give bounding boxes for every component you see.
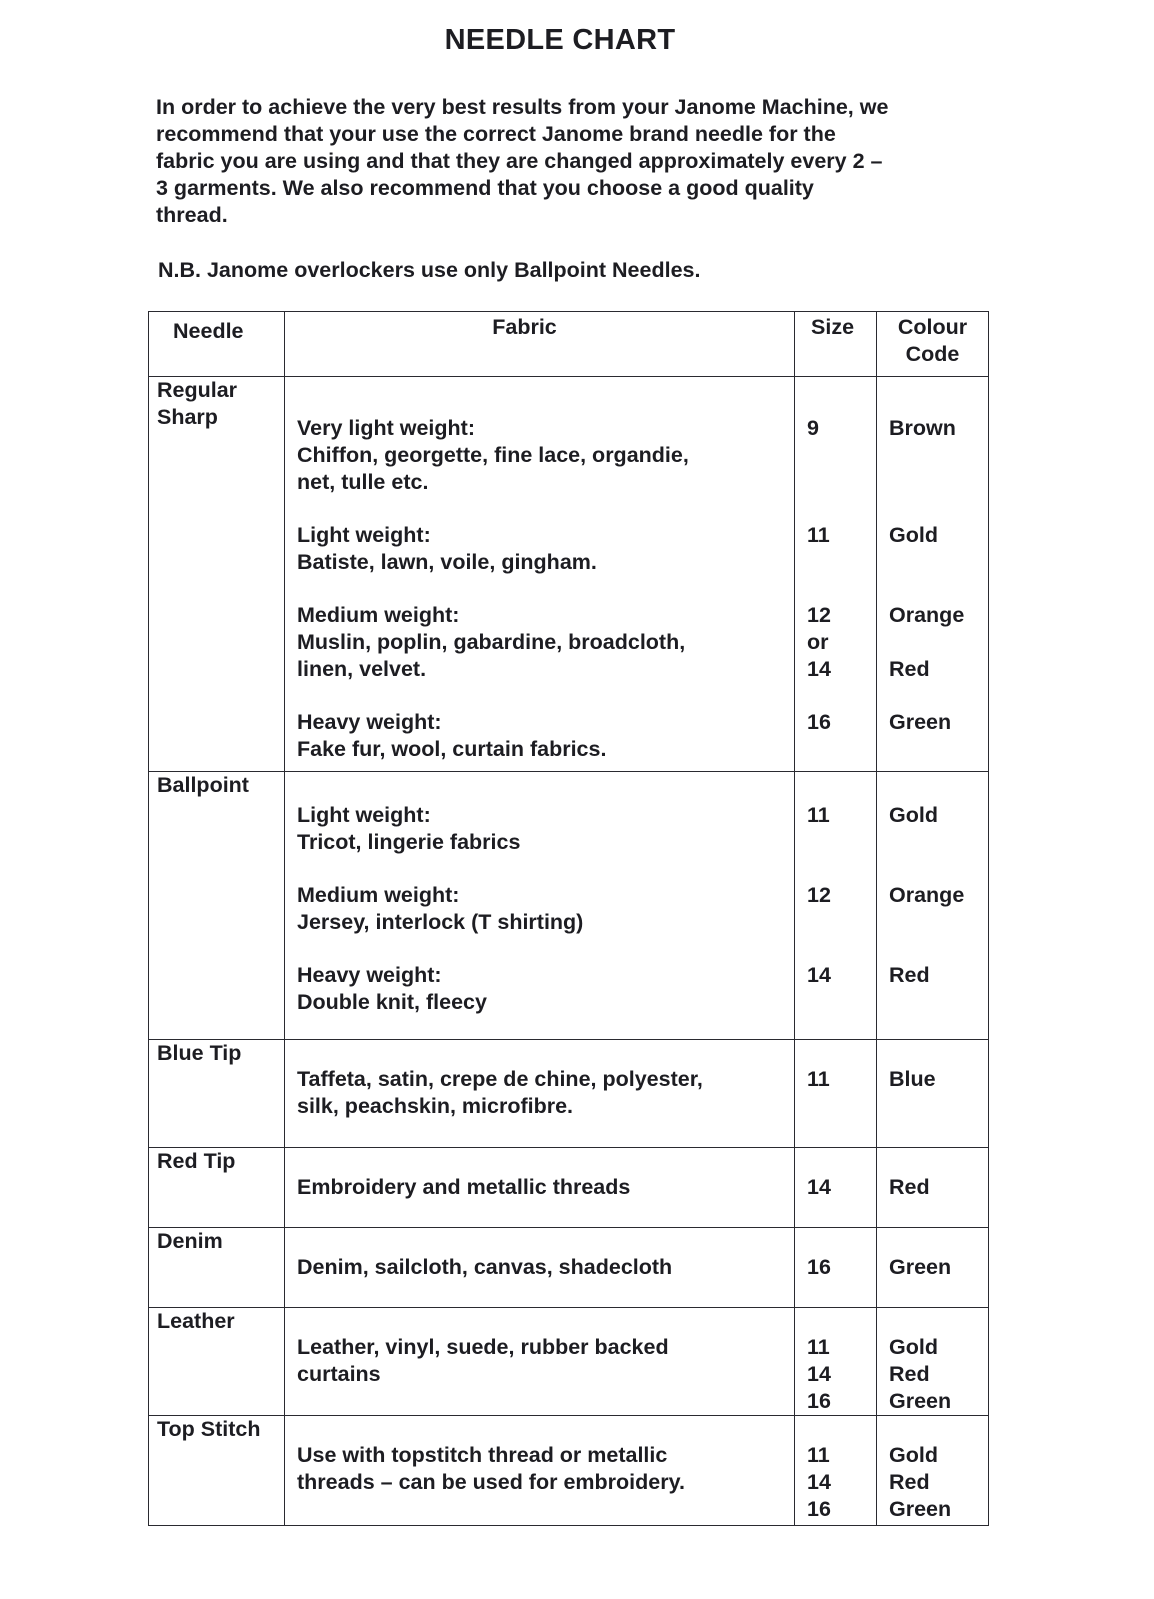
fabric-text-group [297, 962, 784, 1016]
colour-code-group [889, 882, 978, 936]
fabric-text: threads – can be used for embroidery. [297, 1470, 685, 1494]
needle-size-group [807, 415, 866, 496]
table-row [149, 1308, 989, 1416]
fabric-text: silk, peachskin, microfibre. [297, 1094, 574, 1118]
fabric-text: Heavy weight: [297, 710, 442, 734]
fabric-text-group [297, 415, 784, 496]
colour-code-cell [877, 1148, 989, 1228]
fabric-text: Denim, sailcloth, canvas, shadecloth [297, 1255, 673, 1279]
needle-name: Red Tip [157, 1149, 236, 1173]
intro-line: thread. [156, 203, 228, 227]
fabric-text-group [297, 1334, 784, 1415]
fabric-cell [285, 1148, 795, 1228]
needle-size [807, 549, 866, 576]
intro-line: 3 garments. We also recommend that you choose a good quality [156, 176, 814, 200]
needle-name: Ballpoint [157, 773, 249, 797]
header-colour-code [877, 312, 989, 377]
fabric-text: Use with topstitch thread or metallic [297, 1443, 668, 1467]
fabric-text: Embroidery and metallic threads [297, 1175, 631, 1199]
table-row [149, 1228, 989, 1308]
needle-size: 11 [807, 1443, 830, 1467]
fabric-text-group [297, 1174, 784, 1201]
needle-name: Leather [157, 1309, 235, 1333]
needle-size: 11 [807, 1335, 830, 1359]
fabric-text: Fake fur, wool, curtain fabrics. [297, 737, 607, 761]
intro-line: In order to achieve the very best results from your Janome Machine, we [156, 95, 889, 119]
colour-code-cell [877, 1416, 989, 1526]
colour-code: Green [889, 1497, 952, 1521]
size-cell [795, 1040, 877, 1148]
needle-size: 9 [807, 416, 819, 440]
colour-code [889, 909, 978, 936]
colour-code-group [889, 415, 978, 496]
fabric-text-group [297, 802, 784, 856]
fabric-text: Light weight: [297, 523, 431, 547]
fabric-text: Batiste, lawn, voile, gingham. [297, 550, 597, 574]
needle-size: 14 [807, 657, 831, 681]
colour-code: Green [889, 1255, 952, 1279]
needle-size [807, 469, 866, 496]
needle-size [807, 442, 866, 469]
colour-code-cell [877, 1040, 989, 1148]
intro-paragraph [156, 94, 996, 229]
colour-code [889, 442, 978, 469]
needle-size-group [807, 1066, 866, 1120]
fabric-text: Double knit, fleecy [297, 990, 487, 1014]
fabric-text-group [297, 1254, 784, 1281]
colour-code: Brown [889, 416, 956, 440]
colour-code-group [889, 709, 978, 763]
needle-cell [149, 1416, 285, 1526]
colour-code [889, 629, 978, 656]
fabric-text: Leather, vinyl, suede, rubber backed [297, 1335, 669, 1359]
fabric-cell [285, 1040, 795, 1148]
table-header-row [149, 312, 989, 377]
needle-cell [149, 1148, 285, 1228]
fabric-text-group [297, 709, 784, 763]
overlocker-note: N.B. Janome overlockers use only Ballpoint Needles. [158, 258, 701, 282]
colour-code-group [889, 522, 978, 576]
fabric-text [297, 1496, 784, 1523]
fabric-cell [285, 377, 795, 772]
colour-code-cell [877, 772, 989, 1040]
colour-code: Red [889, 1175, 930, 1199]
header-code-line: Code [905, 342, 960, 366]
needle-size-group [807, 1254, 866, 1281]
fabric-text-group [297, 882, 784, 936]
header-fabric: Fabric [285, 312, 795, 377]
colour-code-group [889, 802, 978, 856]
needle-size: 16 [807, 1389, 831, 1413]
needle-size: 14 [807, 1470, 831, 1494]
table-row [149, 1416, 989, 1526]
fabric-text: Medium weight: [297, 603, 460, 627]
colour-code-group [889, 1174, 978, 1201]
needle-size: 14 [807, 1362, 831, 1386]
page-title: NEEDLE CHART [444, 24, 676, 56]
fabric-text: Taffeta, satin, crepe de chine, polyester, [297, 1067, 703, 1091]
fabric-text [297, 1388, 784, 1415]
needle-size-group [807, 709, 866, 763]
needle-name: Regular [157, 378, 238, 402]
header-size: Size [795, 312, 877, 377]
needle-size-group [807, 882, 866, 936]
colour-code: Gold [889, 523, 938, 547]
size-cell [795, 772, 877, 1040]
fabric-text: Chiffon, georgette, fine lace, organdie, [297, 443, 689, 467]
fabric-text: Tricot, lingerie fabrics [297, 830, 521, 854]
fabric-text: Very light weight: [297, 416, 475, 440]
fabric-text: Heavy weight: [297, 963, 442, 987]
needle-cell [149, 1228, 285, 1308]
fabric-text: Medium weight: [297, 883, 460, 907]
needle-name: Top Stitch [157, 1417, 261, 1441]
fabric-text: curtains [297, 1362, 381, 1386]
colour-code: Gold [889, 803, 938, 827]
fabric-cell [285, 1416, 795, 1526]
fabric-cell [285, 772, 795, 1040]
fabric-text: net, tulle etc. [297, 470, 429, 494]
needle-size-group [807, 1334, 866, 1415]
needle-size: or [807, 630, 829, 654]
size-cell [795, 1148, 877, 1228]
colour-code [889, 989, 978, 1016]
size-cell [795, 1416, 877, 1526]
needle-name: Blue Tip [157, 1041, 242, 1065]
colour-code [889, 1093, 978, 1120]
colour-code: Orange [889, 603, 965, 627]
colour-code-group [889, 1254, 978, 1281]
intro-line: fabric you are using and that they are changed approximately every 2 – [156, 149, 883, 173]
fabric-text-group [297, 1442, 784, 1523]
fabric-cell [285, 1308, 795, 1416]
fabric-text-group [297, 522, 784, 576]
colour-code: Gold [889, 1335, 938, 1359]
colour-code: Red [889, 657, 930, 681]
size-cell [795, 1308, 877, 1416]
needle-size: 16 [807, 1255, 831, 1279]
needle-size-group [807, 962, 866, 1016]
table-row [149, 772, 989, 1040]
needle-size: 14 [807, 1175, 831, 1199]
needle-size [807, 736, 866, 763]
needle-size-group [807, 602, 866, 683]
colour-code: Red [889, 1470, 930, 1494]
fabric-text-group [297, 602, 784, 683]
colour-code [889, 736, 978, 763]
colour-code-cell [877, 1308, 989, 1416]
needle-size: 11 [807, 1067, 830, 1091]
needle-size: 14 [807, 963, 831, 987]
colour-code: Blue [889, 1067, 936, 1091]
header-colour-line: Colour [897, 315, 968, 339]
needle-cell [149, 1040, 285, 1148]
table-row [149, 377, 989, 772]
intro-line: recommend that your use the correct Janome brand needle for the [156, 122, 836, 146]
size-cell [795, 1228, 877, 1308]
colour-code-group [889, 1066, 978, 1120]
needle-cell [149, 1308, 285, 1416]
header-needle: Needle [149, 312, 285, 377]
needle-name: Denim [157, 1229, 223, 1253]
needle-size [807, 829, 866, 856]
needle-size: 16 [807, 1497, 831, 1521]
table-row [149, 1040, 989, 1148]
needle-size-group [807, 1174, 866, 1201]
colour-code: Green [889, 710, 952, 734]
colour-code: Gold [889, 1443, 938, 1467]
needle-size [807, 1093, 866, 1120]
table-row [149, 1148, 989, 1228]
colour-code-cell [877, 1228, 989, 1308]
colour-code-group [889, 602, 978, 683]
needle-size: 12 [807, 603, 831, 627]
fabric-text: Jersey, interlock (T shirting) [297, 910, 584, 934]
colour-code: Orange [889, 883, 965, 907]
size-cell [795, 377, 877, 772]
colour-code [889, 829, 978, 856]
fabric-text-group [297, 1066, 784, 1120]
colour-code: Red [889, 1362, 930, 1386]
colour-code [889, 549, 978, 576]
colour-code [889, 469, 978, 496]
colour-code-group [889, 962, 978, 1016]
needle-size [807, 989, 866, 1016]
needle-size: 16 [807, 710, 831, 734]
colour-code-group [889, 1334, 978, 1415]
needle-size-group [807, 1442, 866, 1523]
needle-cell [149, 377, 285, 772]
colour-code-group [889, 1442, 978, 1523]
fabric-text: Muslin, poplin, gabardine, broadcloth, [297, 630, 686, 654]
fabric-text: linen, velvet. [297, 657, 427, 681]
needle-size [807, 909, 866, 936]
fabric-text: Light weight: [297, 803, 431, 827]
needle-size: 12 [807, 883, 831, 907]
fabric-cell [285, 1228, 795, 1308]
needle-size-group [807, 522, 866, 576]
needle-size-group [807, 802, 866, 856]
colour-code-cell [877, 377, 989, 772]
colour-code: Green [889, 1389, 952, 1413]
needle-size: 11 [807, 803, 830, 827]
needle-size: 11 [807, 523, 830, 547]
needle-chart-table [148, 311, 989, 1526]
needle-cell [149, 772, 285, 1040]
colour-code: Red [889, 963, 930, 987]
needle-name: Sharp [157, 405, 218, 429]
